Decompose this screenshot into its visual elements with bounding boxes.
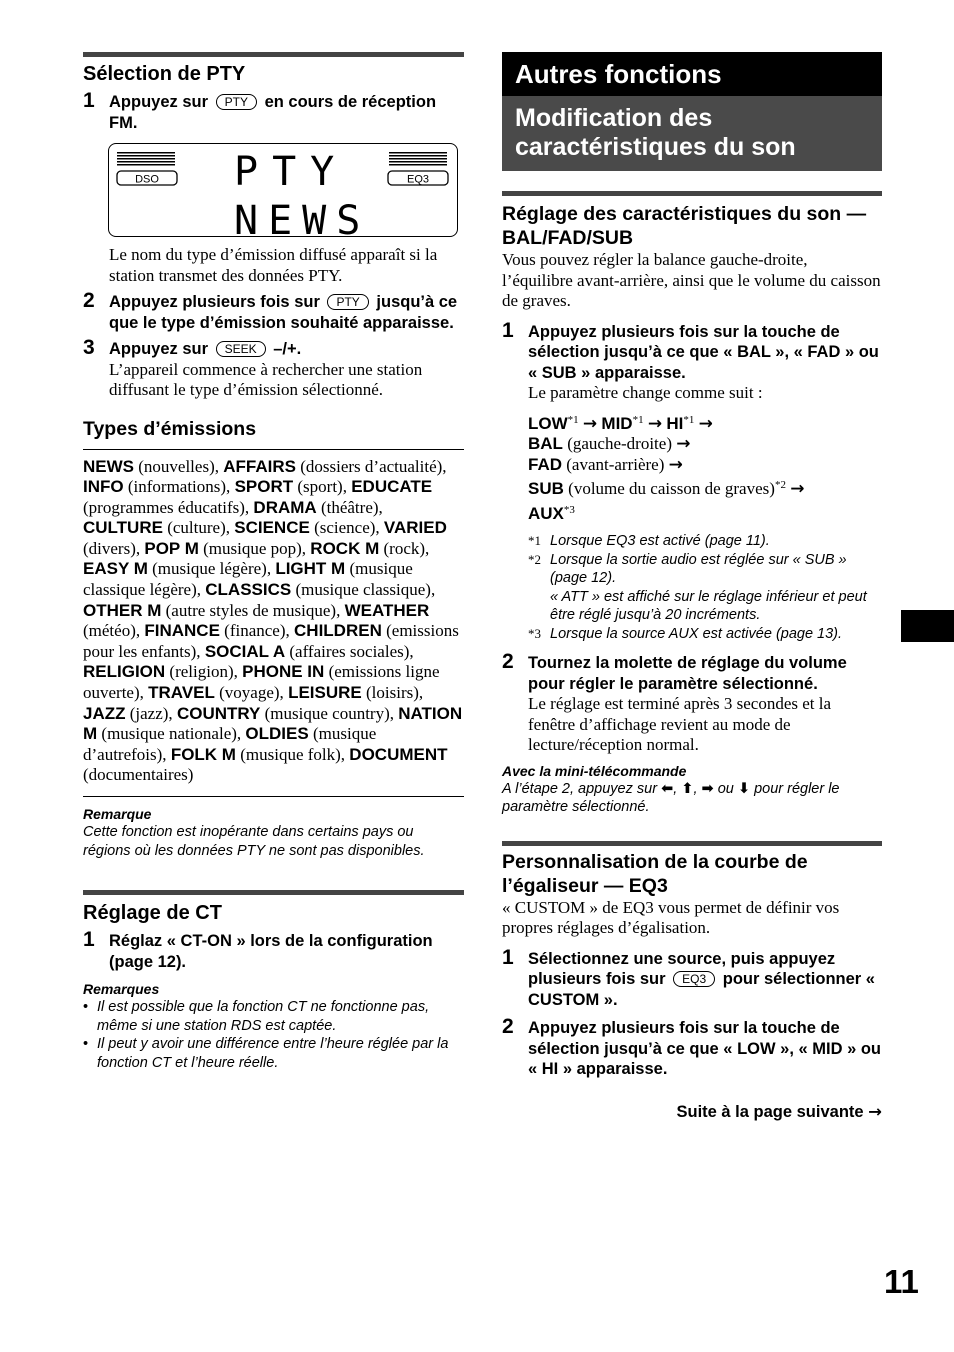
program-type-desc: (emissions pour les enfants), — [83, 621, 459, 661]
pty-key: PTY — [327, 294, 368, 310]
step-text: Appuyez plusieurs fois sur la touche de sélection jusqu’à ce que « LOW », « MID » ou « HI » apparaisse. — [528, 1019, 881, 1078]
display-line-1: PTY — [234, 149, 349, 195]
program-type-desc: (jazz), — [125, 703, 177, 723]
footnote-mark: *3 — [563, 503, 575, 516]
program-type-name: EASY M — [83, 559, 148, 579]
footnote-mark: *1 — [632, 413, 644, 426]
program-type-desc: (voyage), — [214, 683, 289, 703]
arrow-right-icon: → — [698, 413, 713, 434]
program-type-desc: (musique folk), — [235, 744, 350, 764]
program-type-desc: (programmes éducatifs), — [83, 497, 254, 517]
program-type-desc: (autre styles de musique), — [161, 600, 345, 620]
eq3-key: EQ3 — [673, 971, 715, 987]
program-type-desc: (sport), — [293, 477, 352, 497]
step-text: Tournez la molette de réglage du volume pour régler le paramètre sélectionné. — [528, 654, 847, 693]
section-rule — [502, 841, 882, 846]
section-rule — [83, 449, 464, 450]
lcd-display-graphic — [109, 144, 457, 236]
step-text: Appuyez sur — [109, 340, 209, 358]
program-type-desc: (religion), — [165, 662, 243, 682]
step-number: 3 — [83, 336, 95, 359]
program-type-name: RELIGION — [83, 662, 166, 682]
program-type-desc: (dossiers d’actualité), — [295, 456, 447, 476]
step-text: –/+. — [273, 340, 302, 358]
program-type-desc: (divers), — [83, 538, 145, 558]
step-text: Appuyez sur — [109, 93, 209, 111]
program-type-name: DRAMA — [253, 497, 317, 517]
step-text: Appuyez plusieurs fois sur — [109, 293, 320, 311]
step-body: Le réglage est terminé après 3 secondes et la fenêtre d’affichage revient au mode de lecture/réception normal. — [528, 694, 832, 754]
ct-section-title: Réglage de CT — [83, 902, 222, 924]
program-type-name: SCIENCE — [234, 518, 310, 538]
param-desc: (volume du caisson de graves) — [563, 479, 775, 498]
remote-text — [502, 780, 882, 817]
program-type-desc: (musique pop), — [198, 538, 311, 558]
program-type-name: CLASSICS — [205, 580, 292, 600]
ct-step-1 — [83, 928, 464, 972]
program-type-name: WEATHER — [344, 600, 430, 620]
program-type-desc: (musique classique), — [291, 580, 436, 600]
param-hi: HI — [666, 413, 684, 433]
eq-step-1 — [502, 945, 882, 1011]
program-type-desc: (affaires sociales), — [285, 641, 414, 661]
program-type-desc: (rock), — [379, 538, 430, 558]
program-type-name: CHILDREN — [294, 621, 382, 641]
program-type-name: FOLK M — [170, 744, 236, 764]
step-number: 1 — [83, 928, 95, 951]
program-type-name: ROCK M — [310, 538, 380, 558]
program-type-name: OTHER M — [83, 600, 162, 620]
step-number: 2 — [502, 650, 514, 673]
program-type-name: NATION M — [83, 703, 463, 744]
arrow-right-icon: → — [582, 413, 598, 434]
program-type-desc: (nouvelles), — [134, 456, 224, 476]
right-column — [502, 52, 882, 1122]
program-type-name: CULTURE — [83, 518, 163, 538]
pty-step-3 — [83, 336, 464, 401]
program-type-desc: (culture), — [162, 518, 235, 538]
step-text: jusqu’à ce que le type d’émission souhaité apparaisse. — [109, 293, 458, 332]
note-title: Remarque — [83, 806, 152, 822]
param-desc: (gauche-droite) — [562, 434, 677, 453]
remote-text-part: A l’étape 2, appuyez sur — [502, 780, 658, 797]
pty-step-2 — [83, 289, 464, 333]
footnote — [528, 588, 882, 625]
step-body: Le paramètre change comme suit : — [528, 383, 763, 402]
arrow-right-icon: → — [676, 434, 691, 454]
footnote-mark: *2 — [774, 479, 786, 491]
display-caption: Le nom du type d’émission diffusé apparaît si la station transmet des données PTY. — [109, 245, 438, 285]
chapter-title: Autres fonctions — [502, 52, 882, 96]
program-type-desc: (emissions ligne ouverte), — [83, 662, 440, 703]
dso-indicator: DSO — [135, 173, 159, 186]
program-type-name: SPORT — [234, 477, 294, 497]
param-desc: (avant-arrière) — [562, 454, 669, 474]
footnote-mark: *1 — [567, 413, 579, 426]
program-type-name: AFFAIRS — [223, 456, 296, 476]
param-aux: AUX — [528, 503, 564, 523]
remote-text-part: pour régler le paramètre sélectionné. — [502, 780, 840, 815]
program-type-name: LEISURE — [288, 683, 362, 703]
program-type-name: JAZZ — [83, 703, 126, 723]
types-section-title: Types d’émissions — [83, 417, 257, 440]
step-number: 2 — [83, 289, 95, 312]
program-type-desc: (science), — [309, 518, 384, 538]
footnote — [528, 532, 882, 551]
section-rule — [83, 52, 464, 57]
program-type-name: SOCIAL A — [204, 641, 286, 661]
arrow-right-icon: → — [668, 454, 683, 475]
arrow-right-icon: → — [790, 479, 805, 499]
program-type-desc: (musique nationale), — [97, 724, 246, 744]
remote-title: Avec la mini-télécommande — [502, 762, 687, 779]
continued-text: Suite à la page suivante — [676, 1102, 864, 1121]
bal-section-title: Réglage des caractéristiques du son — BAL/FAD/SUB — [502, 203, 867, 249]
step-text: Réglaz « CT-ON » lors de la configuration (page 12). — [109, 932, 433, 971]
param-bal: BAL — [528, 434, 563, 453]
step-number: 2 — [502, 1015, 514, 1038]
param-sub: SUB — [528, 479, 564, 498]
program-type-desc: (musique légère), — [147, 559, 276, 579]
remote-text-part: , — [693, 780, 698, 797]
program-type-desc: (musique d’autrefois), — [83, 724, 377, 764]
chapter-subtitle: Modification des caractéristiques du son — [502, 96, 882, 171]
program-type-name: NEWS — [83, 456, 134, 476]
parameter-cycle — [528, 410, 882, 525]
program-type-desc: (documentaires) — [83, 765, 194, 785]
program-type-desc: (informations), — [123, 477, 235, 497]
eq3-indicator: EQ3 — [406, 173, 430, 186]
bal-step-1 — [502, 318, 882, 644]
arrow-right-icon: → — [868, 1101, 882, 1121]
note-item: • Il peut y avoir une différence entre l’heure réglée par la fonction CT et l’heure réelle. — [83, 1035, 464, 1072]
bal-intro: Vous pouvez régler la balance gauche-droite, l’équilibre avant-arrière, ainsi que le volume du caisson de graves. — [502, 250, 881, 310]
step-number: 1 — [502, 318, 514, 342]
program-type-name: INFO — [83, 477, 124, 497]
page-number: 11 — [884, 1263, 919, 1300]
step-number: 1 — [83, 89, 95, 112]
program-type-desc: (théâtre), — [316, 497, 383, 517]
section-rule — [502, 191, 882, 196]
arrow-right-icon: ➡ — [701, 780, 714, 797]
arrow-left-icon: ⬅ — [661, 780, 674, 797]
program-type-name: PHONE IN — [242, 662, 325, 682]
pty-step-1 — [83, 89, 464, 133]
bal-step-2 — [502, 650, 882, 756]
program-type-name: COUNTRY — [176, 703, 261, 723]
eq-step-2 — [502, 1015, 882, 1080]
program-type-desc: (loisirs), — [361, 683, 424, 703]
footnote-text: Lorsque la source AUX est activée (page 13). — [550, 625, 843, 642]
eq-intro: « CUSTOM » de EQ3 vous permet de définir vos propres réglages d’égalisation. — [502, 897, 840, 937]
step-text: Appuyez plusieurs fois sur la touche de sélection jusqu’à ce que « BAL », « FAD » ou « SUB » apparaisse. — [528, 322, 879, 382]
program-type-desc: (musique country), — [260, 703, 399, 723]
step-text: en cours de réception FM. — [109, 93, 437, 132]
program-type-desc: (météo), — [83, 621, 145, 641]
continued-note — [502, 1102, 882, 1122]
program-type-name: POP M — [144, 538, 199, 558]
program-type-desc: (finance), — [219, 621, 295, 641]
notes-title: Remarques — [83, 981, 160, 997]
step-text: pour sélectionner « CUSTOM ». — [528, 970, 875, 1009]
footnotes — [528, 532, 882, 643]
footnote — [528, 551, 882, 588]
program-types-list — [83, 457, 464, 787]
remote-text-part: ou — [717, 780, 734, 797]
program-type-name: TRAVEL — [148, 683, 215, 703]
left-column — [83, 52, 464, 1072]
display-line-2: NEWS — [234, 198, 371, 236]
param-fad: FAD — [528, 454, 562, 474]
program-type-name: VARIED — [383, 518, 447, 538]
remote-text-part: , — [673, 780, 678, 797]
lcd-display-illustration — [108, 143, 458, 237]
pty-section-title: Sélection de PTY — [83, 63, 246, 85]
section-rule — [83, 796, 464, 797]
program-type-name: OLDIES — [245, 724, 309, 744]
arrow-down-icon: ⬇ — [737, 780, 751, 797]
arrow-up-icon: ⬆ — [681, 780, 694, 797]
pty-key: PTY — [216, 94, 257, 110]
program-type-name: EDUCATE — [351, 477, 433, 497]
program-type-name: FINANCE — [144, 621, 220, 641]
step-number: 1 — [502, 945, 514, 969]
note-item: • Il est possible que la fonction CT ne fonctionne pas, même si une station RDS est captée. — [83, 998, 464, 1035]
footnote-text: Lorsque la sortie audio est réglée sur « SUB » (page 12). — [550, 551, 847, 586]
param-mid: MID — [601, 413, 633, 433]
footnote-mark: *1 — [528, 533, 541, 548]
footnote-mark: *1 — [683, 413, 695, 426]
arrow-right-icon: → — [647, 413, 663, 434]
section-rule — [83, 890, 464, 895]
footnote-mark: *3 — [528, 625, 541, 641]
eq-section-title: Personnalisation de la courbe de l’égaliseur — EQ3 — [502, 850, 808, 897]
step-body: L’appareil commence à rechercher une station diffusant le type d’émission sélectionné. — [109, 359, 423, 399]
step-text: Sélectionnez une source, puis appuyez plusieurs fois sur — [528, 949, 836, 988]
footnote — [528, 625, 882, 644]
program-type-name: DOCUMENT — [349, 744, 448, 764]
program-type-name: LIGHT M — [275, 559, 346, 579]
param-low: LOW — [528, 413, 568, 433]
footnote-text: « ATT » est affiché sur le réglage inférieur et peut être réglé jusqu’à 20 incréments. — [550, 588, 867, 623]
chapter-tab — [901, 610, 954, 642]
footnote-text: Lorsque EQ3 est activé (page 11). — [550, 533, 770, 549]
seek-key: SEEK — [216, 341, 266, 357]
note-text: Cette fonction est inopérante dans certains pays ou régions où les données PTY ne sont pas disponibles. — [83, 824, 425, 859]
program-type-desc: (musique classique légère), — [83, 559, 413, 600]
footnote-mark: *2 — [528, 551, 541, 567]
